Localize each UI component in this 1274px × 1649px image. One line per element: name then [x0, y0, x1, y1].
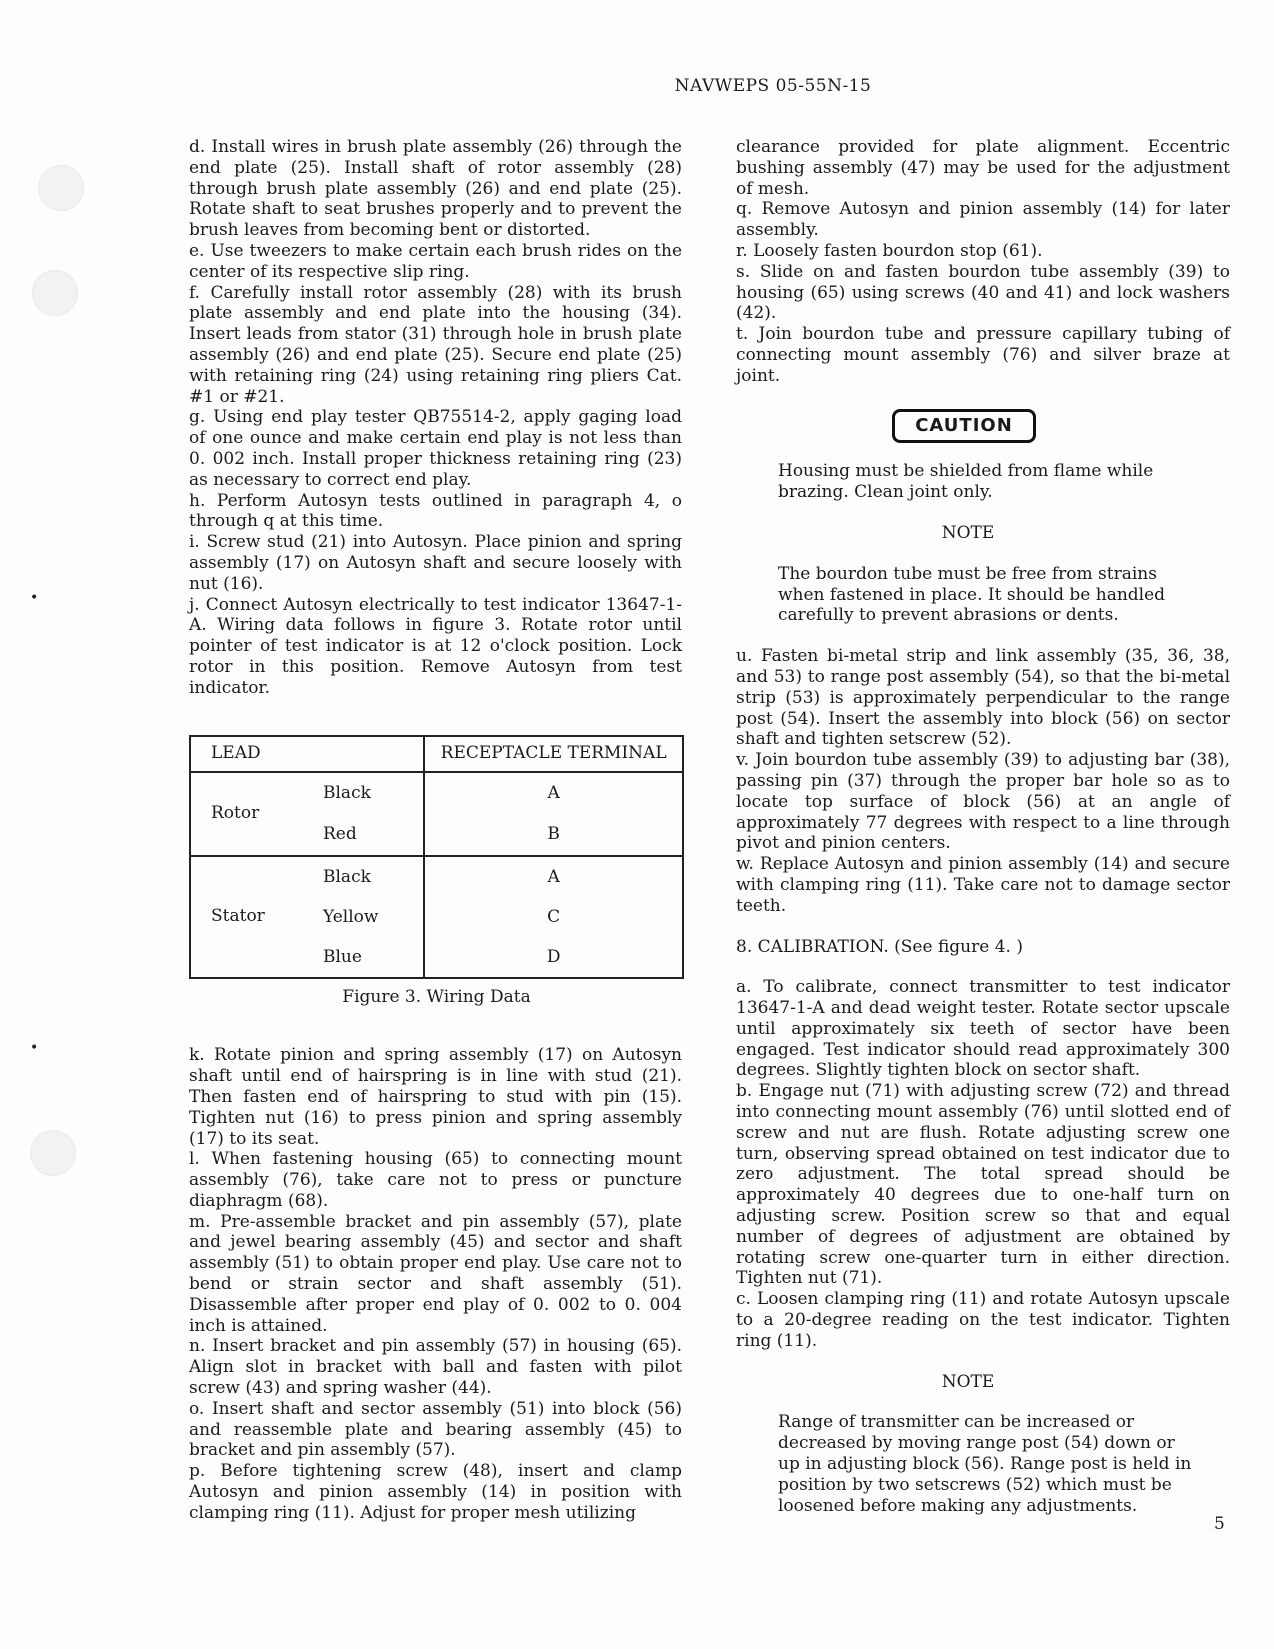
table-cell-lead: Yellow — [323, 906, 379, 927]
paragraph-f: f. Carefully install rotor assembly (28) with its brush plate assembly and end plate into the housing (34). Insert leads from stator (31) through hole in brush plate assembly (26) and end plate (25). Secure end plate (25) with retaining ring (24) using retaining ring pliers Cat. #1 or #21. — [189, 282, 682, 407]
table-cell-group: Rotor — [190, 772, 321, 856]
note-heading: NOTE — [941, 1371, 995, 1392]
paragraph-k: k. Rotate pinion and spring assembly (17) on Autosyn shaft until end of hairspring is in line with stud (21). Then fasten end of hairspring to stud with pin (15). Tighten nut (16) to press pinion and spring assembly (17) to its seat. — [189, 1045, 682, 1149]
punch-hole-bottom — [30, 1130, 76, 1176]
table-row-group-rotor — [190, 772, 683, 856]
table-cell-leads — [321, 856, 424, 978]
paragraph-s: s. Slide on and fasten bourdon tube assembly (39) to housing (65) using screws (40 and 41) and lock washers (42). — [736, 261, 1230, 324]
margin-mark: • — [30, 590, 39, 606]
paragraph-t: t. Join bourdon tube and pressure capillary tubing of connecting mount assembly (76) and silver braze at joint. — [736, 324, 1230, 386]
paragraph-i: i. Screw stud (21) into Autosyn. Place pinion and spring assembly (17) on Autosyn shaft and secure loosely with nut (16). — [189, 532, 682, 594]
paragraph-j: j. Connect Autosyn electrically to test indicator 13647-1-A. Wiring data follows in figure 3. Rotate rotor until pointer of test indicator is at 12 o'clock position. Lock rotor in this position. Remove Autosyn from test indicator. — [189, 594, 682, 698]
paragraph-w: w. Replace Autosyn and pinion assembly (14) and secure with clamping ring (11). Take care not to damage sector teeth. — [736, 854, 1230, 916]
paragraph-u: u. Fasten bi-metal strip and link assembly (35, 36, 38, and 53) to range post assembly (54), so that the bi-metal strip (53) is approximately perpendicular to the range post (54). Insert the assembly into block (56) on sector shaft and tighten setscrew (52). — [736, 646, 1230, 750]
table-cell-lead: Black — [323, 866, 371, 887]
calibration-paragraph-b: b. Engage nut (71) with adjusting screw (72) and thread into connecting mount assembly (76) until slotted end of screw and nut are flush. Rotate adjusting screw one turn, observing spread obtained on test indicator due to zero adjustment. The total spread should be approximately 40 degrees due to one-half turn on adjusting screw. Position screw so that and equal number of degrees of adjustment are obtained by rotating screw one-quarter turn in either direction. Tighten nut (71). — [736, 1081, 1230, 1289]
table-cell-lead: Red — [323, 823, 357, 844]
paragraph-e: e. Use tweezers to make certain each brush rides on the center of its respective slip ring. — [189, 240, 682, 282]
note-text: The bourdon tube must be free from strains when fastened in place. It should be handled carefully to prevent abrasions or dents. — [778, 563, 1166, 626]
margin-mark: • — [30, 1040, 39, 1056]
table-cell-terminal: D — [546, 946, 561, 967]
table-cell-group: Stator — [190, 856, 321, 978]
table-cell-terminal: A — [547, 866, 560, 887]
table-cell-lead: Blue — [323, 946, 362, 967]
table-cell-terminal: C — [547, 906, 561, 927]
document-header — [0, 76, 1274, 96]
table-cell-terminals — [424, 772, 683, 856]
right-column — [736, 137, 1230, 1516]
paragraph-v: v. Join bourdon tube assembly (39) to adjusting bar (38), passing pin (37) through the proper bar hole so as to locate top surface of block (56) at an angle of approximately 77 degrees with respect to a line through pivot and pinion centers. — [736, 750, 1230, 854]
table-cell-terminal: A — [547, 782, 560, 803]
paragraph-n: n. Insert bracket and pin assembly (57) in housing (65). Align slot in bracket with ball and fasten with pilot screw (43) and spring washer (44). — [189, 1336, 682, 1399]
calibration-paragraph-a: a. To calibrate, connect transmitter to test indicator 13647-1-A and dead weight tester. Rotate sector upscale until approximately six teeth of sector have been engaged. Test indicator should read approximately 300 degrees. Slightly tighten block on sector shaft. — [736, 977, 1230, 1081]
paragraph-m: m. Pre-assemble bracket and pin assembly (57), plate and jewel bearing assembly (45) and sector and shaft assembly (51) to obtain proper end play. Use care not to bend or strain sector and shaft assembly (51). Disassemble after proper end play of 0. 002 to 0. 004 inch is attained. — [189, 1211, 682, 1336]
note-text: Range of transmitter can be increased or decreased by moving range post (54) down or up in adjusting block (56). Range post is held in position by two setscrews (52) which must be loosened before making any adjustments. — [778, 1412, 1192, 1516]
paragraph-d: d. Install wires in brush plate assembly (26) through the end plate (25). Install shaft of rotor assembly (28) through brush plate assembly (26) and end plate (25). Rotate shaft to seat brushes properly and to prevent the brush leaves from becoming bent or distorted. — [189, 137, 682, 241]
note-heading: NOTE — [941, 522, 995, 543]
paragraph-p: p. Before tightening screw (48), insert and clamp Autosyn and pinion assembly (14) in position with clamping ring (11). Adjust for proper mesh utilizing — [189, 1461, 682, 1523]
table-cell-terminals — [424, 856, 683, 978]
table-header-lead: LEAD — [190, 736, 424, 772]
caution-box — [736, 409, 1230, 444]
page-number: 5 — [1214, 1514, 1225, 1534]
paragraph-r: r. Loosely fasten bourdon stop (61). — [736, 240, 1043, 261]
caution-text: Housing must be shielded from flame while brazing. Clean joint only. — [778, 461, 1154, 503]
paragraph-g: g. Using end play tester QB75514-2, apply gaging load of one ounce and make certain end play is not less than 0. 002 inch. Install proper thickness retaining ring (23) as necessary to correct end play. — [189, 407, 682, 490]
table-cell-lead: Black — [323, 782, 371, 803]
table-row-group-stator — [190, 856, 683, 978]
document-number: NAVWEPS 05-55N-15 — [674, 76, 872, 96]
figure-caption: Figure 3. Wiring Data — [342, 986, 531, 1007]
paragraph-o: o. Insert shaft and sector assembly (51) into block (56) and reassemble plate and bearing assembly (45) to bracket and pin assembly (57). — [189, 1398, 682, 1461]
paragraph-l: l. When fastening housing (65) to connecting mount assembly (76), take care not to press or puncture diaphragm (68). — [189, 1149, 682, 1211]
paragraph-q: q. Remove Autosyn and pinion assembly (14) for later assembly. — [736, 199, 1230, 241]
punch-hole-top — [38, 165, 84, 211]
calibration-heading: 8. CALIBRATION. (See figure 4. ) — [736, 936, 1023, 957]
table-header-row — [190, 736, 683, 772]
table-header-terminal: RECEPTACLE TERMINAL — [424, 736, 683, 772]
table-cell-terminal: B — [547, 823, 560, 844]
table-cell-leads — [321, 772, 424, 856]
paragraph-p-continued: clearance provided for plate alignment. Eccentric bushing assembly (47) may be used for the adjustment of mesh. — [736, 137, 1230, 199]
left-column — [189, 137, 682, 1524]
calibration-paragraph-c: c. Loosen clamping ring (11) and rotate Autosyn upscale to a 20-degree reading on the test indicator. Tighten ring (11). — [736, 1289, 1230, 1351]
paragraph-h: h. Perform Autosyn tests outlined in paragraph 4, o through q at this time. — [189, 490, 682, 532]
punch-hole-middle — [32, 270, 78, 316]
caution-label: CAUTION — [892, 409, 1036, 444]
wiring-data-table — [189, 735, 684, 979]
